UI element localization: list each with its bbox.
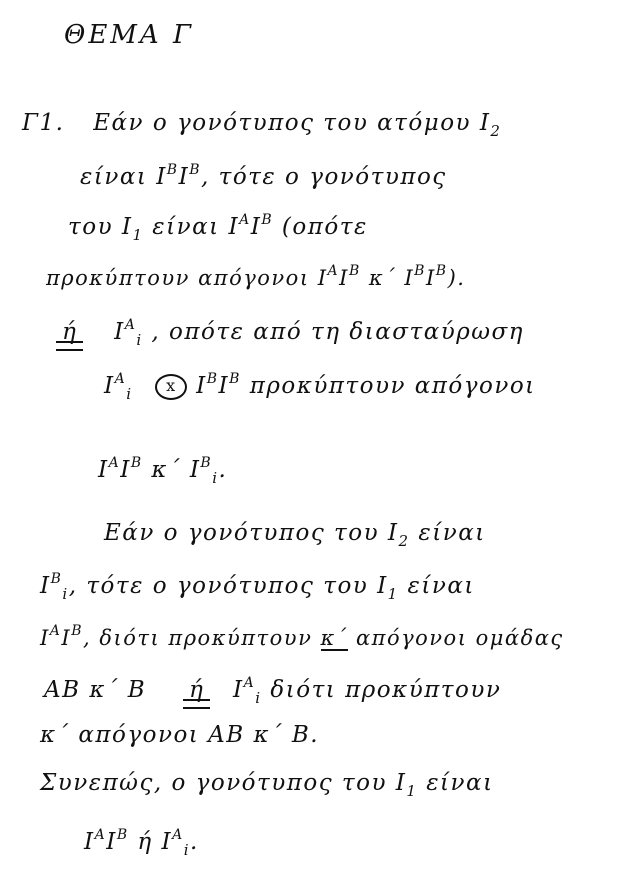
text-line-5 [62, 318, 524, 348]
line-10-mid2: , διότι προκύπτουν [83, 626, 321, 650]
text-line-2 [80, 163, 447, 189]
line-5-rest: , οπότε από τη διασταύρωση [142, 319, 524, 345]
superscript: B [50, 571, 63, 587]
line-9-rest2: είναι [398, 573, 475, 599]
superscript: A [172, 827, 184, 843]
superscript: A [243, 675, 256, 691]
text-line-11 [44, 676, 501, 706]
line-14-text: I [84, 829, 95, 855]
line-11-text: AB κ΄ B [44, 677, 147, 703]
line-7-mid2: κ΄ I [142, 457, 201, 483]
text-line-1 [22, 112, 501, 139]
line-12-mid: AB κ΄ B. [199, 722, 320, 748]
superscript: B [116, 827, 129, 843]
line-4-mid: I [339, 266, 349, 290]
question-label: Γ1. [22, 110, 65, 136]
text-line-12 [40, 724, 319, 747]
underlined-word: κ΄ [320, 626, 348, 650]
subscript: 1 [132, 226, 144, 244]
line-10-rest: απόγονοι ομάδας [347, 626, 564, 650]
superscript: A [114, 371, 127, 387]
line-9-text: I [40, 573, 51, 599]
line-2-text: είναι I [80, 164, 167, 190]
subscript: 2 [490, 122, 502, 140]
line-14-rest: . [190, 829, 199, 855]
text-line-9 [40, 572, 475, 602]
subscript: 1 [406, 782, 418, 800]
superscript: B [261, 212, 274, 228]
superscript: A [239, 212, 251, 228]
line-3-mid2: I [250, 214, 262, 240]
line-9-rest: , τότε ο γονότυπος του I [68, 573, 388, 599]
line-10-text: I [40, 626, 50, 650]
page-title: ΘΕΜΑ Γ [64, 20, 194, 50]
superscript: A [49, 623, 62, 639]
line-3-mid: είναι I [143, 214, 240, 240]
line-10-mid: I [61, 626, 72, 650]
subscript: 2 [398, 532, 410, 550]
text-line-14 [84, 828, 199, 858]
line-8-text: Εάν ο γονότυπος του I [104, 520, 399, 546]
line-4-rest: ). [447, 266, 466, 290]
subscript: i [255, 689, 262, 707]
line-6-mid2: I [218, 373, 230, 399]
line-14-mid: I [106, 829, 117, 855]
or-word-underlined: ή [188, 677, 205, 703]
text-line-10 [40, 624, 564, 651]
text-line-7 [98, 456, 227, 486]
superscript: A [94, 827, 107, 843]
line-11-mid: I [224, 677, 244, 703]
line-12-text: κ΄ απόγονοι [40, 722, 200, 748]
line-4-mid2: κ΄ I [360, 266, 415, 290]
line-3-rest: (οπότε [273, 214, 368, 240]
line-7-text: I [98, 457, 109, 483]
line-2-rest: , τότε ο γονότυπος [200, 164, 447, 190]
text-line-4 [46, 264, 465, 289]
line-13-rest: είναι [417, 770, 494, 796]
superscript: B [189, 162, 201, 178]
superscript: B [130, 455, 143, 471]
superscript: B [166, 162, 179, 178]
superscript: B [206, 371, 219, 387]
text-line-6 [104, 372, 536, 402]
line-11-rest: διότι προκύπτουν [261, 677, 502, 703]
line-5-text: I [114, 319, 125, 345]
text-line-8 [104, 522, 486, 549]
superscript: A [124, 317, 137, 333]
line-6-rest: προκύπτουν απόγονοι [240, 373, 536, 399]
line-7-mid: I [120, 457, 131, 483]
line-4-text: προκύπτουν απόγονοι I [46, 266, 328, 290]
or-word-underlined: ή [62, 319, 78, 345]
superscript: B [348, 263, 361, 279]
superscript: B [71, 623, 84, 639]
line-14-mid2: ή I [128, 829, 173, 855]
subscript: i [136, 331, 143, 349]
line-6-mid: I [187, 373, 207, 399]
cross-symbol: x [155, 374, 187, 400]
subscript: i [62, 585, 69, 603]
superscript: A [327, 263, 340, 279]
superscript: B [414, 263, 426, 279]
line-7-rest: . [218, 457, 228, 483]
subscript: 1 [387, 585, 399, 603]
line-6-text: I [104, 373, 115, 399]
subscript: i [212, 469, 219, 487]
superscript: A [108, 455, 121, 471]
superscript: B [435, 263, 448, 279]
line-8-rest: είναι [409, 520, 486, 546]
line-13-text: Συνεπώς, ο γονότυπος του I [40, 770, 407, 796]
line-4-mid3: I [425, 266, 436, 290]
line-2-mid: I [178, 164, 190, 190]
line-1-text: Εάν ο γονότυπος του ατόμου I [93, 110, 491, 136]
superscript: B [229, 371, 241, 387]
subscript: i [126, 385, 133, 403]
superscript: B [200, 455, 213, 471]
text-line-3 [68, 213, 368, 243]
subscript: i [183, 841, 191, 859]
line-3-text: του I [68, 214, 133, 240]
text-line-13 [40, 772, 494, 799]
